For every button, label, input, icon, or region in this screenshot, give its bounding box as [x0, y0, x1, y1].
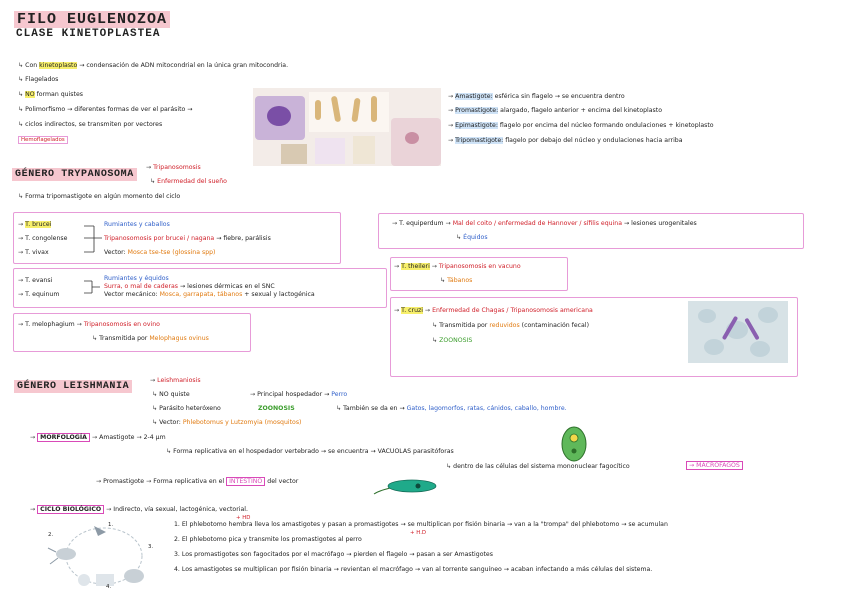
cycle-step-4: 4. Los amastigotes se multiplican por fisión binaria → revientan el macrófago → van al torrente sanguíneo → acaban infectando a más células del sistema. — [174, 566, 653, 573]
trypanosoma-sleeping-sickness: ↳ Enfermedad del sueño — [150, 178, 227, 185]
hemoflagelados-tag: Hemoflagelados — [18, 136, 68, 144]
box-melophagium — [13, 313, 251, 352]
intro-item: ↳ NO forman quistes — [18, 91, 83, 98]
amastigote-cell-icon — [560, 426, 588, 462]
macrophages-tag: → MACRÓFAGOS — [686, 461, 743, 470]
bracket-icon — [84, 279, 104, 295]
intro-item: ↳ Polimorfismo → diferentes formas de ver el parásito → — [18, 106, 193, 113]
theileri-vector: ↳ Tábanos — [440, 277, 473, 284]
cruzi-zoonosis: ↳ ZOONOSIS — [432, 337, 473, 344]
leishmania-zoonosis: ZOONOSIS — [258, 405, 295, 412]
blood-smear-image — [688, 301, 788, 363]
promastigote-line: → Promastigote → Forma replicativa en el INTESTINO del vector — [96, 478, 299, 485]
brucei-hosts: Rumiantes y caballos — [104, 221, 170, 228]
step1-mark: + H.D — [410, 530, 427, 536]
form-amastigote: → Amastigote: esférica sin flagelo → se encuentra dentro — [448, 93, 625, 100]
cycle-step-3: 3. Los promastigotes son fagocitados por el macrófago → pierden el flagelo → pasan a ser Amastigotes — [174, 551, 493, 558]
species-t-melophagium: → T. melophagium → Tripanosomosis en ovino — [18, 321, 160, 328]
leishmania-host: → Principal hospedador → Perro — [250, 391, 348, 398]
genus-leishmania-title: GÉNERO LEISHMANIA — [14, 380, 132, 393]
leishmania-also: ↳ También se da en → Gatos, lagomorfos, ratas, cánidos, caballo, hombre. — [336, 405, 567, 412]
cycle-step-2: 2. El phlebotomo pica y transmite los promastigotes al perro — [174, 536, 362, 543]
intro-item: ↳ Con kinetoplasto → condensación de ADN mitocondrial en la única gran mitocondria. — [18, 62, 289, 69]
brucei-vector: Vector: Mosca tse-tse (glossina spp) — [104, 249, 216, 256]
morphology-section: → MORFOLOGÍA → Amastigote → 2-4 µm — [30, 434, 166, 441]
species-t-evansi: → T. evansi — [18, 277, 53, 284]
evansi-disease: Surra, o mal de caderas → lesiones dérmicas en el SNC — [104, 283, 275, 290]
evansi-hosts: Rumiantes y équidos — [104, 275, 169, 282]
amastigote-replicative: ↳ Forma replicativa en el hospedador vertebrado → se encuentra → VACUOLAS parasitóforas — [166, 448, 454, 455]
species-t-cruzi: → T. cruzi → Enfermedad de Chagas / Tripanosomosis americana — [394, 307, 593, 314]
trypanosoma-form-note: ↳ Forma tripomastigote en algún momento del ciclo — [18, 193, 181, 200]
brucei-disease: Tripanosomosis por brucei / nagana → fiebre, parálisis — [104, 235, 271, 242]
intro-item: ↳ ciclos indirectos, se transmiten por vectores — [18, 121, 163, 128]
promastigote-cell-icon — [372, 478, 438, 498]
intro-item: ↳ Flagelados — [18, 76, 59, 83]
cruzi-transmission: ↳ Transmitida por reduvidos (contaminación fecal) — [432, 322, 589, 329]
species-t-brucei: → T. brucei — [18, 221, 52, 228]
species-t-theileri: → T. theileri → Tripanosomosis en vacuno — [394, 263, 521, 270]
form-promastigote: → Promastigote: alargado, flagelo anterior + encima del kinetoplasto — [448, 107, 662, 114]
genus-trypanosoma-title: GÉNERO TRYPANOSOMA — [12, 168, 137, 181]
form-tripomastigote: → Tripomastigote: flagelo por debajo del núcleo y ondulaciones hacia arriba — [448, 137, 683, 144]
box-equiperdum — [378, 213, 804, 249]
species-t-equinum: → T. equinum — [18, 291, 60, 298]
page-subtitle: CLASE KINETOPLASTEA — [16, 28, 161, 40]
cycle-section: → CICLO BIOLÓGICO → Indirecto, vía sexual, lactogénica, vectorial. — [30, 506, 248, 513]
leishmania-no-quiste: ↳ NO quiste — [152, 391, 190, 398]
leishmania-disease: → Leishmaniosis — [150, 377, 201, 384]
cycle-step-1: 1. El phlebotomo hembra lleva los amastigotes y pasan a promastigotes → se multiplican por fisión binaria → van a la "trompa" del phlebotomo → se acumulan — [174, 521, 668, 528]
leishmania-vector: ↳ Vector: Phlebotomus y Lutzomyia (mosquitos) — [152, 419, 302, 426]
equiperdum-hosts: ↳ Équidos — [456, 234, 488, 241]
bracket-icon — [84, 224, 104, 254]
step1-note: + HD — [236, 515, 251, 521]
species-t-equiperdum: → T. equiperdum → Mal del coito / enfermedad de Hannover / sífilis equina → lesiones urogenitales — [392, 220, 697, 227]
species-t-congolense: → T. congolense — [18, 235, 68, 242]
form-epimastigote: → Epimastigote: flagelo por encima del núcleo formando ondulaciones + kinetoplasto — [448, 122, 714, 129]
species-t-vivax: → T. vivax — [18, 249, 49, 256]
microscope-image — [253, 88, 441, 166]
melophagium-vector: ↳ Transmitida por Melophagus ovinus — [92, 335, 209, 342]
amastigote-inside: ↳ dentro de las células del sistema mononuclear fagocítico — [446, 463, 630, 470]
page-title: FILO EUGLENOZOA — [14, 11, 170, 28]
life-cycle-diagram: 1. 2. 3. 4. — [48, 522, 154, 590]
trypanosoma-disease: → Tripanosomosis — [146, 164, 201, 171]
evansi-vector: Vector mecánico: Mosca, garrapata, tábanos + sexual y lactogénica — [104, 291, 315, 298]
leishmania-parasite: ↳ Parásito heteróxeno — [152, 405, 221, 412]
